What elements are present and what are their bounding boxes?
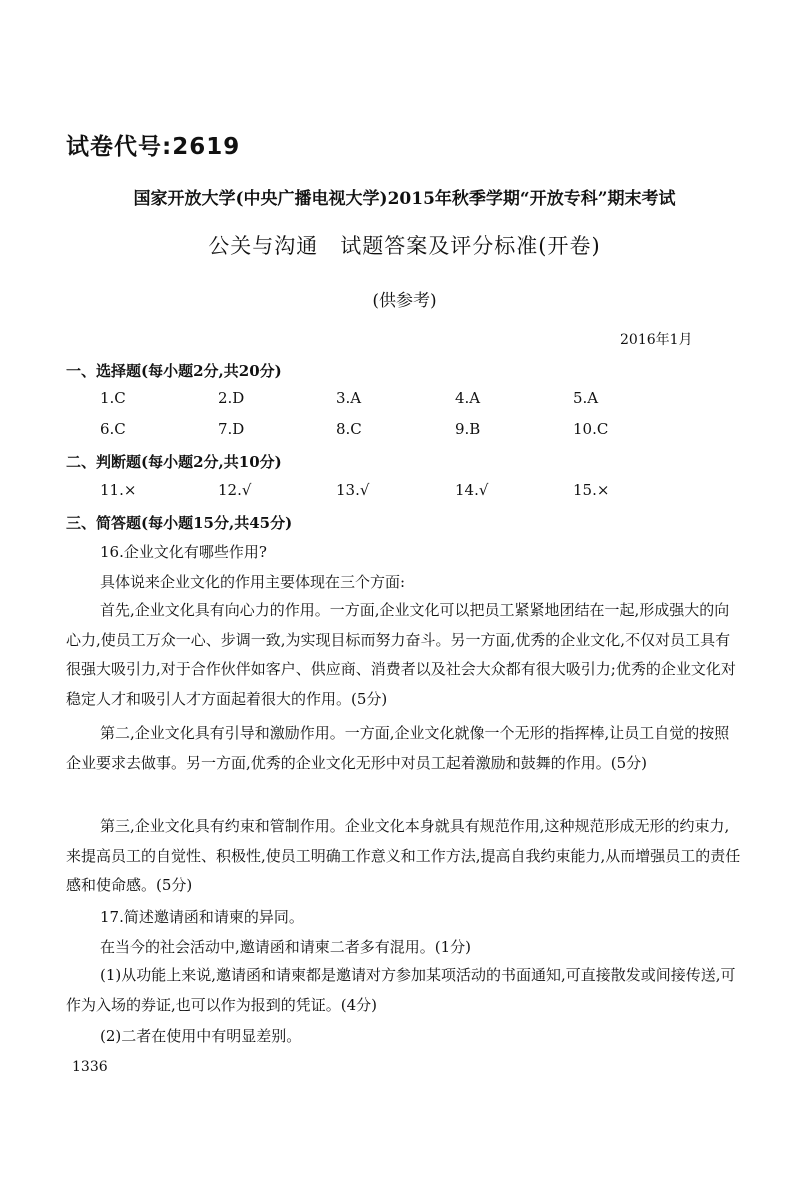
exam-header: 国家开放大学(中央广播电视大学)2015年秋季学期“开放专科”期末考试 <box>133 189 676 209</box>
answer-intro: 在当今的社会活动中,邀请函和请柬二者多有混用。(1分) <box>100 938 472 956</box>
answer-item: 1.C <box>100 389 126 407</box>
answer-paragraph: (1)从功能上来说,邀请函和请柬都是邀请对方参加某项活动的书面通知,可直接散发或间接传送,可作为入场的券证,也可以作为报到的凭证。(4分) <box>66 966 736 1014</box>
answer-paragraph: (2)二者在使用中有明显差别。 <box>100 1027 302 1045</box>
answer-item: 2.D <box>218 389 245 407</box>
section-3-heading: 三、简答题(每小题15分,共45分) <box>66 514 293 532</box>
section-1-heading: 一、选择题(每小题2分,共20分) <box>66 362 282 380</box>
exam-code: 试卷代号:2619 <box>66 134 241 160</box>
answer-paragraph: 第三,企业文化具有约束和管制作用。企业文化本身就具有规范作用,这种规范形成无形的约束力,来提高员工的自觉性、积极性,使员工明确工作意义和工作方法,提高自我约束能力,从而增强员工的责任感和使命感。(5分) <box>66 817 741 894</box>
question-16: 16.企业文化有哪些作用? <box>100 543 267 561</box>
answer-item: 6.C <box>100 420 126 438</box>
answer-item: 5.A <box>573 389 599 407</box>
page-subtitle: (供参考) <box>372 291 437 311</box>
answer-item: 9.B <box>455 420 481 438</box>
page-title: 公关与沟通 试题答案及评分标准(开卷) <box>208 234 601 258</box>
answer-item: 7.D <box>218 420 245 438</box>
answer-item: 3.A <box>336 389 362 407</box>
answer-item: 4.A <box>455 389 481 407</box>
exam-date: 2016年1月 <box>620 332 693 348</box>
answer-paragraph: 第二,企业文化具有引导和激励作用。一方面,企业文化就像一个无形的指挥棒,让员工自觉的按照企业要求去做事。另一方面,优秀的企业文化无形中对员工起着激励和鼓舞的作用。(5分) <box>66 724 730 772</box>
question-17: 17.简述邀请函和请柬的异同。 <box>100 908 304 926</box>
answer-item: 13.√ <box>336 481 370 499</box>
answer-item: 11.× <box>100 481 137 499</box>
answer-item: 10.C <box>573 420 609 438</box>
answer-item: 14.√ <box>455 481 489 499</box>
section-2-heading: 二、判断题(每小题2分,共10分) <box>66 453 282 471</box>
answer-intro: 具体说来企业文化的作用主要体现在三个方面: <box>100 573 406 591</box>
answer-item: 12.√ <box>218 481 252 499</box>
answer-item: 8.C <box>336 420 362 438</box>
answer-paragraph: 首先,企业文化具有向心力的作用。一方面,企业文化可以把员工紧紧地团结在一起,形成强大的向心力,使员工万众一心、步调一致,为实现目标而努力奋斗。另一方面,优秀的企业文化,不仅对员工具有很强大吸引力,对于合作伙伴如客户、供应商、消费者以及社会大众都有很大吸引力;优秀的企业文化对稳定人才和吸引人才方面起着很大的作用。(5分) <box>66 601 736 708</box>
page-number: 1336 <box>72 1059 108 1075</box>
answer-item: 15.× <box>573 481 610 499</box>
